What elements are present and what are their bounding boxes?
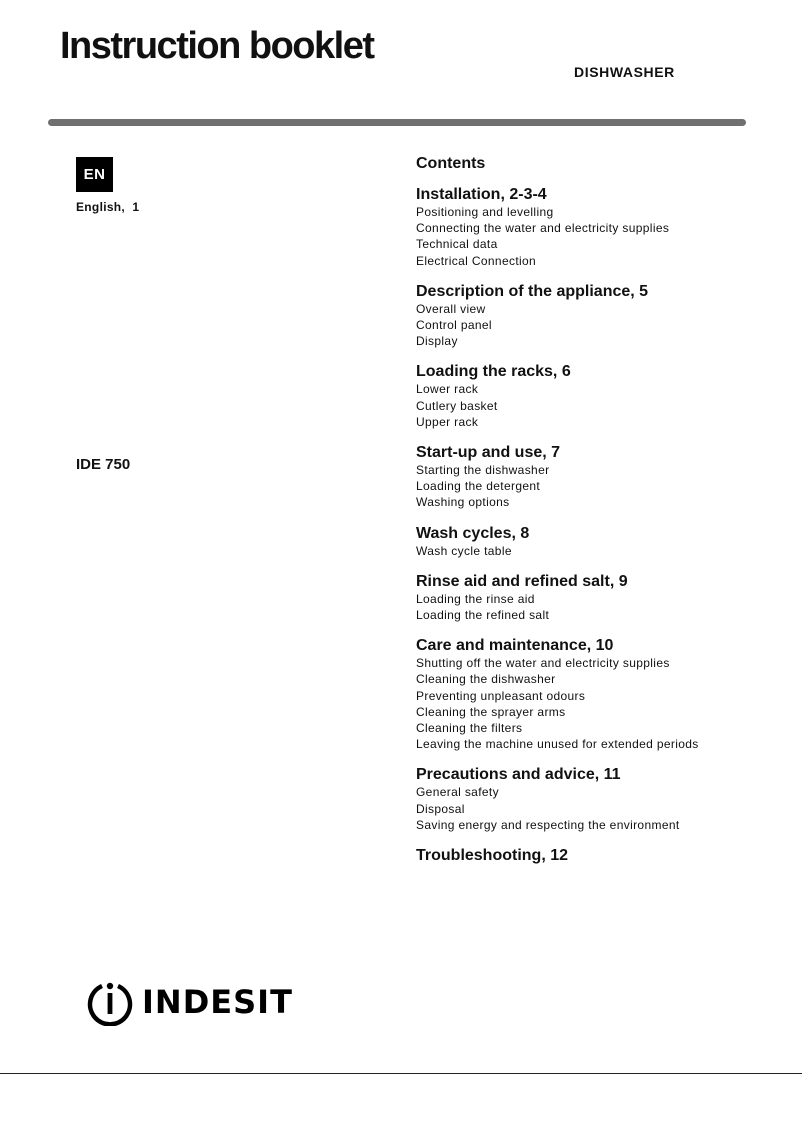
brand-wordmark: INDESIT — [142, 983, 293, 1021]
section-item: Electrical Connection — [416, 253, 537, 268]
section-item: General safety — [416, 785, 499, 800]
section-item: Preventing unpleasant odours — [416, 688, 586, 703]
section-title: Care and maintenance, 10 — [416, 637, 614, 655]
section-item: Wash cycle table — [416, 543, 512, 558]
indesit-logo — [86, 978, 293, 1026]
section-item: Washing options — [416, 495, 510, 510]
section-item: Connecting the water and electricity supplies — [416, 221, 670, 236]
contents-section — [416, 363, 786, 430]
contents-section — [416, 186, 786, 269]
section-item: Starting the dishwasher — [416, 463, 550, 478]
section-title: Description of the appliance, 5 — [416, 282, 649, 300]
section-item: Cutlery basket — [416, 398, 498, 413]
section-item: Shutting off the water and electricity supplies — [416, 656, 670, 671]
section-title: Start-up and use, 7 — [416, 444, 561, 462]
contents-section — [416, 637, 786, 752]
section-item: Overall view — [416, 301, 486, 316]
contents-section — [416, 444, 786, 511]
contents-section — [416, 573, 786, 623]
indesit-circle-i-icon — [86, 978, 134, 1026]
section-item: Lower rack — [416, 382, 479, 397]
contents-section — [416, 766, 786, 833]
bottom-divider — [0, 1073, 802, 1074]
section-item: Positioning and levelling — [416, 205, 554, 219]
contents-sections — [416, 186, 786, 865]
section-item: Loading the refined salt — [416, 608, 550, 623]
model-number: IDE 750 — [76, 456, 131, 473]
section-item: Upper rack — [416, 414, 479, 429]
section-title: Precautions and advice, 11 — [416, 766, 621, 784]
section-item: Technical data — [416, 237, 498, 252]
language-page-ref: English, 1 — [76, 200, 140, 214]
section-item: Display — [416, 334, 458, 349]
section-item: Control panel — [416, 318, 492, 333]
section-title: Wash cycles, 8 — [416, 524, 530, 542]
section-title: Troubleshooting, 12 — [416, 847, 569, 865]
appliance-type: DISHWASHER — [574, 64, 675, 80]
section-title: Loading the racks, 6 — [416, 363, 571, 381]
language-badge: EN — [76, 157, 113, 192]
section-item: Cleaning the dishwasher — [416, 672, 556, 687]
table-of-contents — [416, 154, 786, 879]
contents-section — [416, 847, 786, 865]
contents-section — [416, 525, 786, 559]
section-item: Loading the rinse aid — [416, 591, 535, 606]
section-item: Saving energy and respecting the environment — [416, 817, 680, 832]
contents-heading: Contents — [416, 155, 486, 172]
section-item: Cleaning the filters — [416, 721, 523, 736]
section-item: Cleaning the sprayer arms — [416, 704, 566, 719]
booklet-title: Instruction booklet — [60, 25, 374, 67]
top-divider — [48, 119, 746, 126]
section-title: Installation, 2-3-4 — [416, 186, 547, 203]
section-title: Rinse aid and refined salt, 9 — [416, 572, 628, 590]
section-item: Loading the detergent — [416, 479, 541, 494]
section-item: Disposal — [416, 801, 465, 816]
contents-section — [416, 283, 786, 350]
section-item: Leaving the machine unused for extended periods — [416, 737, 699, 752]
